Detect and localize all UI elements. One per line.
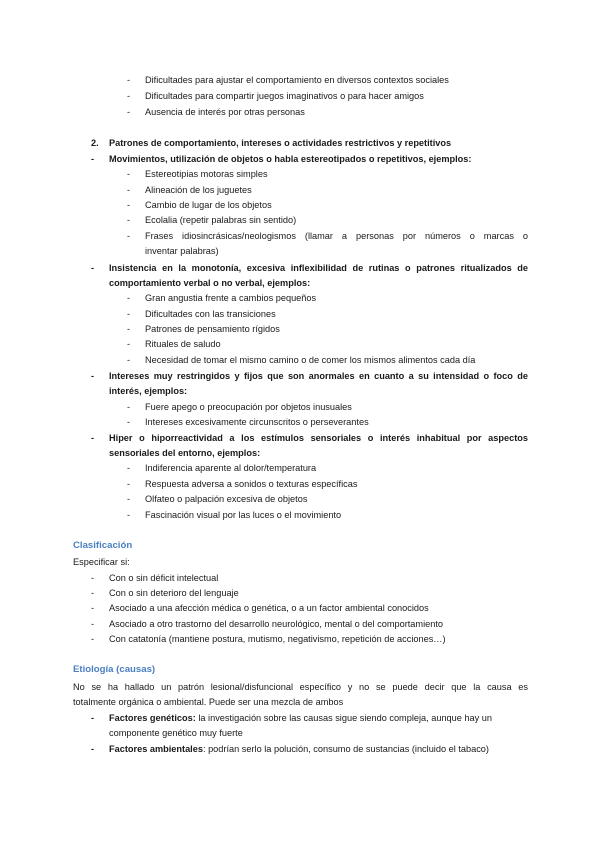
group-title: [109, 432, 528, 444]
dash: -: [127, 215, 131, 225]
list-item: Dificultades para ajustar el comportamiento en diversos contextos sociales: [145, 75, 449, 85]
dash: -: [91, 588, 95, 598]
dash: -: [127, 231, 131, 241]
group-title-continuation: comportamiento verbal o no verbal, ejemplos:: [109, 278, 311, 288]
dash: -: [127, 339, 131, 349]
list-item-text: Frases idiosincrásicas/neologismos (llamar a personas por números o marcas o: [145, 231, 528, 241]
paragraph-line: totalmente orgánica o ambiental. Puede ser una mezcla de ambos: [73, 697, 344, 707]
dash: -: [91, 634, 95, 644]
dash: -: [127, 185, 131, 195]
list-item: Dificultades con las transiciones: [145, 309, 276, 319]
dash: -: [127, 75, 131, 85]
dash: -: [127, 200, 131, 210]
list-item: Con o sin deterioro del lenguaje: [109, 588, 239, 598]
dash: -: [127, 324, 131, 334]
group-title-continuation: interés, ejemplos:: [109, 386, 188, 396]
paragraph-text: No se ha hallado un patrón lesional/disfuncional específico y no se puede decir que la causa es: [73, 682, 528, 692]
group-title-text: Intereses muy restringidos y fijos que son anormales en cuanto a su intensidad o foco de: [109, 371, 528, 381]
dash: -: [91, 619, 95, 629]
dash: -: [91, 154, 95, 164]
dash: -: [91, 573, 95, 583]
list-item-continuation: componente genético muy fuerte: [109, 728, 243, 738]
list-item: [109, 743, 489, 755]
list-item: Alineación de los juguetes: [145, 185, 252, 195]
dash: -: [127, 402, 131, 412]
list-item: [109, 712, 492, 724]
list-item: Estereotipias motoras simples: [145, 169, 268, 179]
dash: -: [127, 169, 131, 179]
item-label: Factores ambientales: [109, 744, 203, 754]
group-title: Movimientos, utilización de objetos o habla estereotipados o repetitivos, ejemplos:: [109, 154, 472, 164]
list-item: Rituales de saludo: [145, 339, 221, 349]
list-item: Gran angustia frente a cambios pequeños: [145, 293, 317, 303]
section-heading: Etiología (causas): [73, 664, 156, 675]
group-title-text: Insistencia en la monotonía, excesiva inflexibilidad de rutinas o patrones ritualizados de: [109, 263, 528, 273]
list-item: Asociado a una afección médica o genética, o a un factor ambiental conocidos: [109, 603, 429, 613]
list-item: Patrones de pensamiento rígidos: [145, 324, 280, 334]
dash: -: [127, 107, 131, 117]
list-item: Intereses excesivamente circunscritos o perseverantes: [145, 417, 369, 427]
intro-text: Especificar si:: [73, 557, 130, 567]
list-item: Respuesta adversa a sonidos o texturas específicas: [145, 479, 358, 489]
dash: -: [127, 479, 131, 489]
group-title-continuation: sensoriales del entorno, ejemplos:: [109, 448, 261, 458]
dash: -: [91, 263, 95, 273]
paragraph-line: [73, 681, 528, 693]
dash: -: [91, 371, 95, 381]
list-item: [145, 230, 528, 242]
list-item: Indiferencia aparente al dolor/temperatura: [145, 463, 317, 473]
dash: -: [127, 510, 131, 520]
list-item: Con catatonía (mantiene postura, mutismo, negativismo, repetición de acciones…): [109, 634, 446, 644]
dash: -: [127, 293, 131, 303]
list-item: Asociado a otro trastorno del desarrollo neurológico, mental o del comportamiento: [109, 619, 443, 629]
item-text: la investigación sobre las causas sigue siendo compleja, aunque hay un: [195, 713, 493, 723]
group-title: [109, 370, 528, 382]
group-title: [109, 262, 528, 274]
dash: -: [127, 463, 131, 473]
dash: -: [91, 433, 95, 443]
dash: -: [127, 355, 131, 365]
dash: -: [127, 309, 131, 319]
list-item: Con o sin déficit intelectual: [109, 573, 219, 583]
list-item: Dificultades para compartir juegos imaginativos o para hacer amigos: [145, 91, 424, 101]
list-item: Necesidad de tomar el mismo camino o de comer los mismos alimentos cada día: [145, 355, 476, 365]
list-item-continuation: inventar palabras): [145, 246, 219, 256]
list-item: Ecolalia (repetir palabras sin sentido): [145, 215, 297, 225]
group-title-text: Hiper o hiporreactividad a los estímulos sensoriales o interés inhabitual por aspectos: [109, 433, 528, 443]
dash: -: [127, 91, 131, 101]
section-heading: Clasificación: [73, 540, 133, 551]
list-item: Fascinación visual por las luces o el movimiento: [145, 510, 342, 520]
dash: -: [127, 494, 131, 504]
list-item: Olfateo o palpación excesiva de objetos: [145, 494, 308, 504]
list-item: Cambio de lugar de los objetos: [145, 200, 272, 210]
list-item: Ausencia de interés por otras personas: [145, 107, 305, 117]
dash: -: [91, 603, 95, 613]
dash: -: [127, 417, 131, 427]
section-title: Patrones de comportamiento, intereses o actividades restrictivos y repetitivos: [109, 138, 452, 148]
list-item: Fuere apego o preocupación por objetos inusuales: [145, 402, 352, 412]
section-number: 2.: [91, 138, 99, 148]
dash: -: [91, 744, 95, 754]
item-label: Factores genéticos:: [109, 713, 196, 723]
item-text: : podrían serlo la polución, consumo de sustancias (incluido el tabaco): [202, 744, 489, 754]
dash: -: [91, 713, 95, 723]
